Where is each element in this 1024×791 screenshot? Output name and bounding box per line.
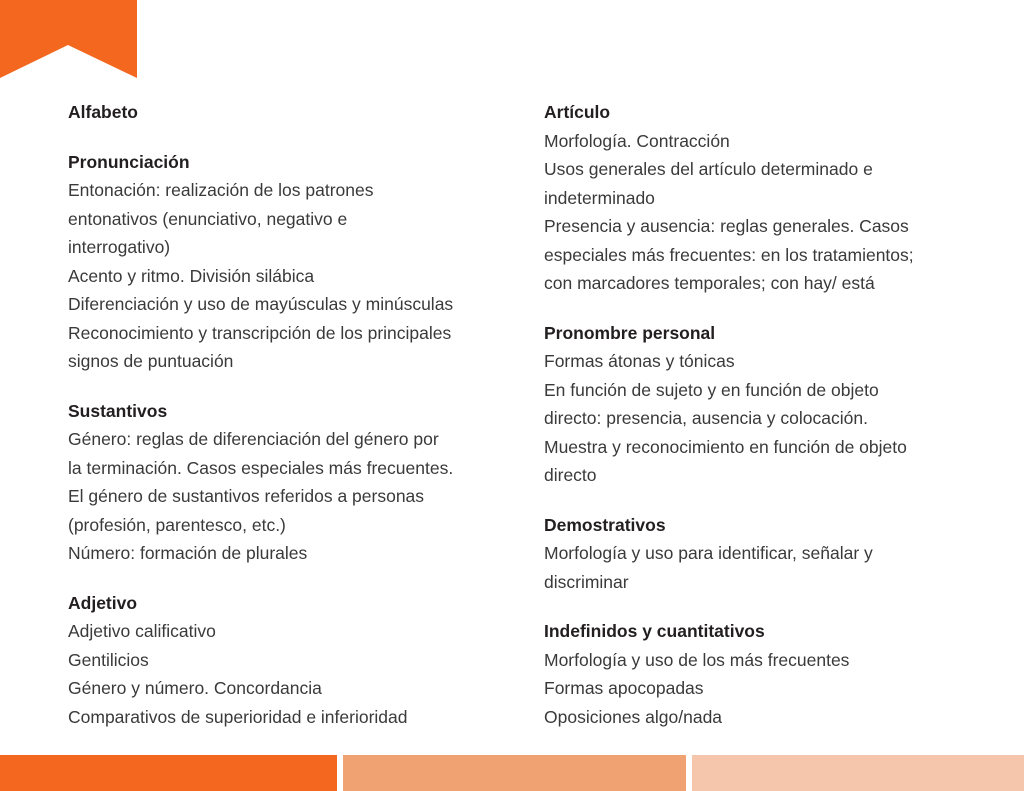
section-line: Adjetivo calificativo bbox=[68, 621, 216, 641]
section-demostrativos bbox=[544, 511, 984, 597]
section-line: En función de sujeto y en función de objeto bbox=[544, 379, 879, 400]
section-pronombre-personal bbox=[544, 319, 984, 490]
footer-bar-secondary bbox=[343, 755, 686, 791]
section-line: Usos generales del artículo determinado e bbox=[544, 159, 873, 179]
section-line: interrogativo) bbox=[68, 237, 171, 257]
section-heading: Pronombre personal bbox=[544, 322, 716, 343]
section-line: Número: formación de plurales bbox=[68, 543, 308, 563]
section-line: Género: reglas de diferenciación del género por bbox=[68, 429, 439, 449]
section-line: Oposiciones algo/nada bbox=[544, 706, 723, 727]
section-line: Género y número. Concordancia bbox=[68, 678, 322, 698]
section-heading: Adjetivo bbox=[68, 592, 138, 613]
section-line: directo: presencia, ausencia y colocación. bbox=[544, 408, 868, 428]
section-pronunciacion bbox=[68, 148, 504, 376]
tag-point bbox=[0, 45, 137, 78]
section-line: Morfología y uso para identificar, señalar y bbox=[544, 543, 873, 563]
section-line: Formas átonas y tónicas bbox=[544, 351, 735, 371]
section-line: Entonación: realización de los patrones bbox=[68, 180, 374, 200]
section-line: Formas apocopadas bbox=[544, 678, 704, 698]
section-line: Muestra y reconocimiento en función de objeto bbox=[544, 436, 907, 457]
section-line: (profesión, parentesco, etc.) bbox=[68, 514, 286, 535]
section-line: Morfología y uso de los más frecuentes bbox=[544, 649, 850, 670]
section-sustantivos bbox=[68, 397, 504, 568]
footer-bar-primary bbox=[0, 755, 337, 791]
footer-bar-tertiary bbox=[692, 755, 1024, 791]
section-line: Diferenciación y uso de mayúsculas y minúsculas bbox=[68, 294, 454, 314]
section-line: Presencia y ausencia: reglas generales. Casos bbox=[544, 216, 909, 236]
section-alfabeto bbox=[68, 98, 504, 127]
footer-color-bars bbox=[0, 755, 1024, 791]
right-column bbox=[524, 98, 1024, 731]
section-line: El género de sustantivos referidos a personas bbox=[68, 486, 425, 506]
section-indefinidos-cuantitativos bbox=[544, 617, 984, 731]
section-heading: Artículo bbox=[544, 102, 611, 122]
section-heading: Sustantivos bbox=[68, 400, 168, 421]
section-line: discriminar bbox=[544, 571, 629, 592]
section-line: Reconocimiento y transcripción de los principales bbox=[68, 322, 452, 343]
section-heading: Pronunciación bbox=[68, 151, 190, 172]
left-column bbox=[0, 98, 524, 731]
section-line: especiales más frecuentes: en los tratamientos; bbox=[544, 244, 914, 265]
section-line: con marcadores temporales; con hay/ está bbox=[544, 273, 875, 293]
section-line: Comparativos de superioridad e inferioridad bbox=[68, 706, 408, 727]
section-line: directo bbox=[544, 465, 597, 485]
corner-tag-decoration bbox=[0, 0, 137, 78]
section-line: Morfología. Contracción bbox=[544, 130, 730, 151]
section-line: Acento y ritmo. División silábica bbox=[68, 265, 315, 286]
section-heading: Indefinidos y cuantitativos bbox=[544, 621, 765, 641]
section-adjetivo bbox=[68, 589, 504, 732]
section-line: signos de puntuación bbox=[68, 351, 234, 371]
section-heading: Alfabeto bbox=[68, 102, 138, 122]
section-heading: Demostrativos bbox=[544, 514, 666, 535]
section-articulo bbox=[544, 98, 984, 298]
tag-body bbox=[0, 0, 137, 45]
section-line: Gentilicios bbox=[68, 649, 149, 670]
section-line: la terminación. Casos especiales más frecuentes. bbox=[68, 457, 454, 478]
section-line: entonativos (enunciativo, negativo e bbox=[68, 208, 348, 229]
document-content bbox=[0, 98, 1024, 731]
section-line: indeterminado bbox=[544, 187, 655, 208]
